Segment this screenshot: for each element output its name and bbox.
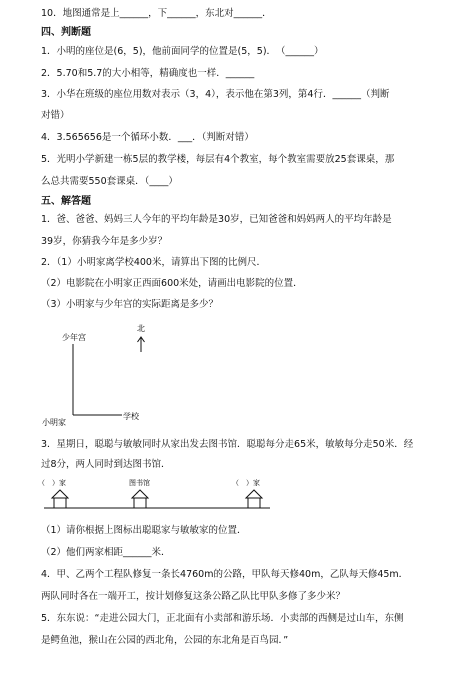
map-diagram [36,318,166,428]
library-label: 图书馆 [129,479,150,487]
answer-question-3-part1: （1）请你根据上图标出聪聪家与敏敏家的位置． [41,525,247,536]
judge-question-5-cont: 么总共需要550套课桌．（____） [41,176,178,187]
north-arrow-icon [138,337,145,352]
judge-question-4: 4．3.565656是一个循环小数．___．（判断对错） [41,132,254,143]
home-label: 小明家 [42,418,66,427]
answer-question-1-cont: 39岁，你猜我今年是多少岁？ [41,236,168,247]
youth-palace-label: 少年宫 [62,333,86,342]
left-house-icon [52,490,68,508]
answer-question-2-part2: （2）电影院在小明家正西面600米处，请画出电影院的位置． [41,278,303,289]
library-house-icon [132,490,148,508]
right-house-label: （ ）家 [232,479,260,487]
north-label: 北 [137,324,145,333]
answer-question-2-part1: 2．（1）小明家离学校400米，请算出下图的比例尺． [41,257,266,268]
left-house-label: （ ）家 [38,479,66,487]
answer-question-4: 4．甲、乙两个工程队修复一条长4760m的公路，甲队每天修40m，乙队每天修45m． [41,569,409,580]
judge-question-3: 3．小华在班级的座位用数对表示（3，4），表示他在第3列，第4行．______（判断 [41,89,390,100]
section-heading-judgement: 四、判断题 [41,27,91,38]
fill-question-10: 10．地图通常是上______，下______，东北对______． [41,8,272,19]
school-label: 学校 [123,412,139,421]
answer-question-3: 3．星期日，聪聪与敏敏同时从家出发去图书馆．聪聪每分走65米，敏敏每分走50米．经 [41,439,414,450]
right-house-icon [246,490,262,508]
judge-question-1: 1．小明的座位是(6，5)，他前面同学的位置是(5，5)． （______） [41,46,324,57]
answer-question-4-cont: 两队同时各在一端开工，按计划修复这条公路乙队比甲队多修了多少米？ [41,591,346,602]
judge-question-2: 2．5.70和5.7的大小相等，精确度也一样．______ [41,68,255,79]
judge-question-3-cont: 对错） [41,110,70,121]
answer-question-1: 1．爸、爸爸、妈妈三人今年的平均年龄是30岁，已知爸爸和妈妈两人的平均年龄是 [41,214,392,225]
section-heading-answer: 五、解答题 [41,196,91,207]
answer-question-5: 5．东东说：“走进公园大门，正北面有小卖部和游乐场．小卖部的西侧是过山车，东侧 [41,613,404,624]
judge-question-5: 5．光明小学新建一栋5层的教学楼，每层有4个教室，每个教室需要放25套课桌，那 [41,154,395,165]
answer-question-2-part3: （3）小明家与少年宫的实际距离是多少？ [41,299,219,310]
answer-question-3-cont: 过8分，两人同时到达图书馆． [41,459,171,470]
route-diagram [36,476,276,516]
answer-question-5-cont: 是鳄鱼池，猴山在公园的西北角，公园的东北角是百鸟园．” [41,635,289,646]
answer-question-3-part2: （2）他们两家相距______米． [41,547,171,558]
